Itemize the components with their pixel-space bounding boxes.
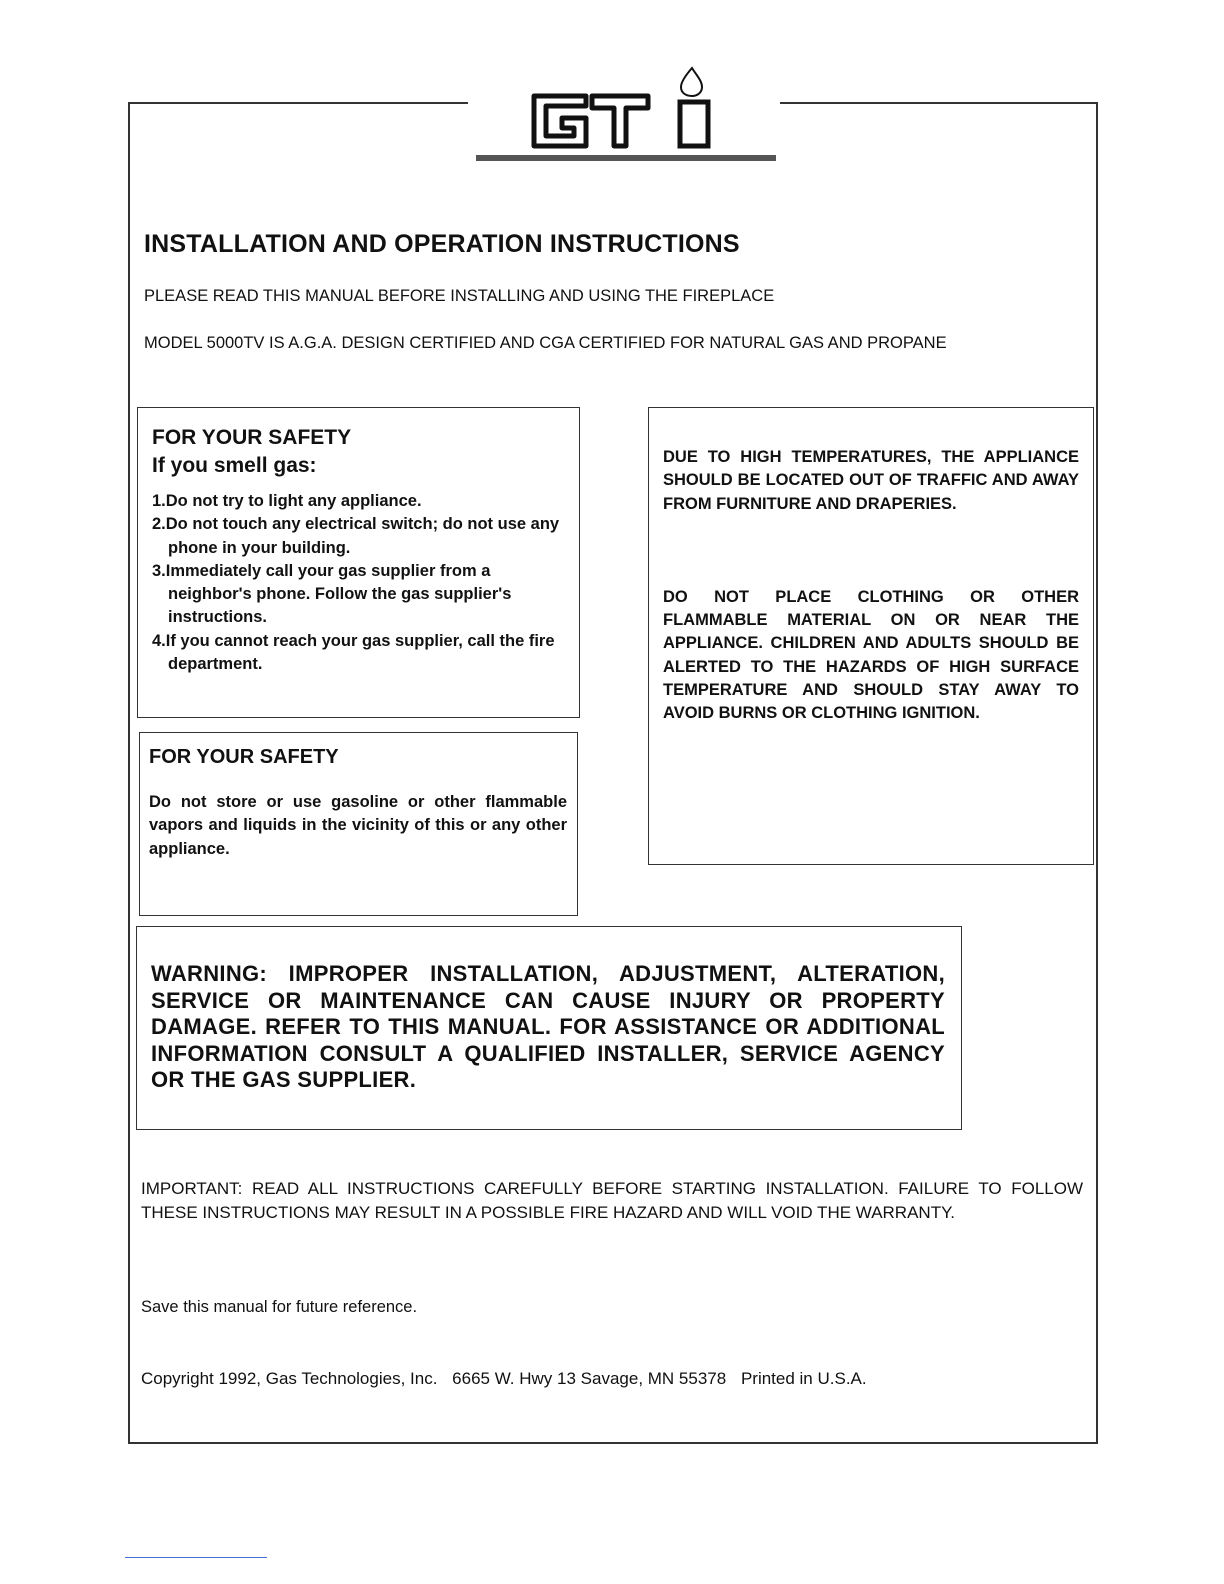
safety-gas-steps (152, 490, 569, 676)
flame-icon (681, 68, 702, 96)
frame-right (1096, 102, 1098, 1444)
safety-storage-box (139, 732, 578, 916)
safety-gas-box (137, 407, 580, 718)
address-text: 6665 W. Hwy 13 Savage, MN 55378 (452, 1369, 727, 1388)
safety-step: 2.Do not touch any electrical switch; do not use any phone in your building. (152, 515, 560, 557)
certification-text: MODEL 5000TV IS A.G.A. DESIGN CERTIFIED AND CGA CERTIFIED FOR NATURAL GAS AND PROPANE (144, 334, 947, 352)
frame-top-right (780, 102, 1098, 104)
safety-step: 4.If you cannot reach your gas supplier, call the fire department. (152, 631, 555, 674)
temperature-notice-para2: DO NOT PLACE CLOTHING OR OTHER FLAMMABLE MATERIAL ON OR NEAR THE APPLIANCE. CHILDREN AND ADULTS SHOULD BE ALERTED TO THE HAZARDS OF HIGH SURFACE TEMPERATURE AND SHOULD STAY AWAY TO AVOID BURNS OR CLOTHING IGNITION. (663, 587, 1079, 723)
read-notice: PLEASE READ THIS MANUAL BEFORE INSTALLING AND USING THE FIREPLACE (144, 287, 775, 305)
important-notice: IMPORTANT: READ ALL INSTRUCTIONS CAREFULLY BEFORE STARTING INSTALLATION. FAILURE TO FOLLOW THESE INSTRUCTIONS MAY RESULT IN A POSSIBLE FIRE HAZARD AND WILL VOID THE WARRANTY. (141, 1179, 1083, 1222)
bottom-blue-rule (125, 1557, 267, 1558)
safety-step: 1.Do not try to light any appliance. (152, 492, 422, 510)
temperature-notice-box (648, 407, 1094, 865)
save-manual-note: Save this manual for future reference. (141, 1298, 418, 1316)
copyright-line (141, 1369, 877, 1389)
warning-text: WARNING: IMPROPER INSTALLATION, ADJUSTMENT, ALTERATION, SERVICE OR MAINTENANCE CAN CAUSE INJURY OR PROPERTY DAMAGE. REFER TO THIS MANUAL. FOR ASSISTANCE OR ADDITIONAL INFORMATION CONSULT A QUALIFIED INSTALLER, SERVICE AGENCY OR THE GAS SUPPLIER. (151, 961, 945, 1092)
logo-text: GTI (476, 52, 478, 53)
printed-text: Printed in U.S.A. (740, 1369, 867, 1388)
safety-storage-heading: FOR YOUR SAFETY (149, 746, 339, 768)
page-title: INSTALLATION AND OPERATION INSTRUCTIONS (144, 230, 740, 258)
frame-left (128, 102, 130, 1444)
copyright-text: Copyright 1992, Gas Technologies, Inc. (141, 1369, 438, 1388)
frame-top-left (128, 102, 468, 104)
safety-gas-heading: FOR YOUR SAFETY (152, 426, 352, 449)
temperature-notice-para1: DUE TO HIGH TEMPERATURES, THE APPLIANCE SHOULD BE LOCATED OUT OF TRAFFIC AND AWAY FROM FURNITURE AND DRAPERIES. (663, 448, 1079, 513)
safety-storage-text: Do not store or use gasoline or other flammable vapors and liquids in the vicinity of this or any other appliance. (149, 793, 567, 858)
warning-box (136, 926, 962, 1130)
gti-logo (476, 52, 776, 164)
frame-bottom (128, 1442, 1098, 1444)
safety-gas-subheading: If you smell gas: (152, 454, 317, 477)
safety-step: 3.Immediately call your gas supplier from a neighbor's phone. Follow the gas supplier's instructions. (152, 561, 512, 627)
